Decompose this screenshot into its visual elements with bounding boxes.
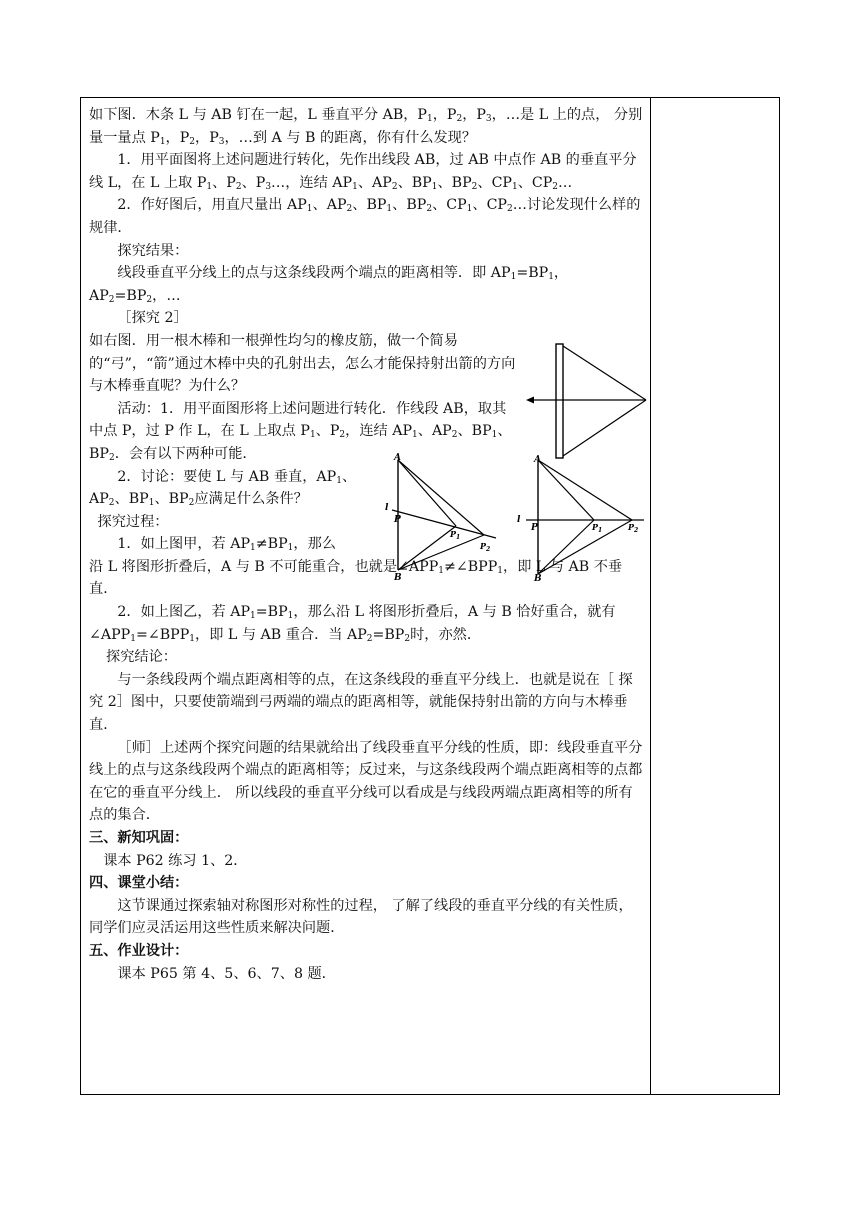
- bowstring-top: [563, 346, 646, 400]
- result-title: 探究结果：: [117, 242, 189, 259]
- process-title: 探究过程：: [97, 513, 169, 530]
- column-divider: [650, 98, 651, 1094]
- figure-jia: [384, 450, 504, 585]
- label-P2: $P_2$: [480, 541, 491, 553]
- label-A: A: [534, 455, 541, 465]
- conclusion-title: 探究结论：: [106, 649, 177, 666]
- step-2: 2．作好图后，用直尺量出 $AP_1$、$AP_2$、$BP_1$、$BP_2$、$CP_1$、$CP_2\dots$讨论发现什么样的规律．: [89, 197, 641, 236]
- result-text: 线段垂直平分线上的点与这条线段两个端点的距离相等．即 $AP_1=BP_1$，$AP_2=BP_2$，…: [89, 265, 569, 305]
- section-5-text: 课本 P65 第 4、5、6、7、8 题．: [117, 965, 336, 982]
- section-3-title: 三、新知巩固：: [89, 830, 189, 846]
- discuss-text: 2．讨论：要使 L 与 AB 垂直，$AP_1$、$AP_2$、$BP_1$、$BP_2$应满足什么条件？: [89, 468, 357, 509]
- label-B: B: [534, 574, 542, 584]
- section-4-text: 这节课通过探索轴对称图形对称性的过程， 了解了线段的垂直平分线的有关性质，同学们应灵活运用这些性质来解决问题．: [89, 897, 633, 937]
- case-2: 2．如上图乙，若 $AP_1=BP_1$，那么沿 L 将图形折叠后，A 与 B 恰好重合，就有$\angle APP_1=\angle BPP_1$，即 L 与 AB 重合．当 $AP_2=BP_2$时，亦然．: [89, 604, 616, 644]
- explore2-title: ［探究 2］: [117, 310, 188, 327]
- label-B: B: [394, 573, 402, 583]
- step-1: 1．用平面图将上述问题进行转化，先作出线段 AB，过 AB 中点作 AB 的垂直平分线 L，在 L 上取 $P_1$、$P_2$、$P_3\dots$，连结 $AP_1$、$AP_2$、$BP_1$、$BP_2$、$CP_1$、$CP_2\dots$: [89, 152, 637, 192]
- figure-yi: [512, 450, 647, 585]
- label-P: P: [531, 523, 538, 533]
- arrow-head-icon: [526, 397, 534, 404]
- bowstring-bottom: [563, 400, 646, 456]
- explore2-text: 如右图．用一根木棒和一根弹性均匀的橡皮筋，做一个简易的“弓”，“箭”通过木棒中央的孔射出去，怎么才能保持射出箭的方向与木棒垂直呢？为什么？: [89, 332, 516, 395]
- segment-AP1: [398, 460, 456, 526]
- segment-BP1: [398, 526, 456, 570]
- label-A: A: [394, 453, 401, 463]
- bow-arrow-figure: [524, 340, 654, 465]
- section-3-text: 课本 P62 练习 1、2．: [103, 852, 248, 869]
- label-P: P: [394, 515, 401, 525]
- paragraph-intro: 如下图．木条 L 与 AB 钉在一起，L 垂直平分 AB，$P_1$，$P_2$，$P_3$，…是 L 上的点， 分别量一量点 $P_1$，$P_2$，$P_3$，…到 A 与 B 的距离，你有什么发现？: [89, 107, 643, 147]
- section-4-title: 四、课堂小结：: [89, 875, 189, 892]
- segment-BP2: [398, 535, 484, 570]
- label-l: l: [385, 503, 389, 513]
- label-P2: $P_2$: [628, 522, 639, 534]
- label-P1: $P_1$: [592, 522, 603, 534]
- lesson-table: [80, 97, 780, 1095]
- label-P1: $P_1$: [450, 529, 461, 541]
- label-l: l: [517, 515, 521, 525]
- case-1: 1．如上图甲，若 $AP_1\ne BP_1$，那么 沿 L 将图形折叠后，A 与 B 不可能重合，也就是$\angle APP_1\ne\angle BPP_1$，即 L 与 AB 不垂直．: [89, 536, 623, 598]
- bow-stick: [556, 344, 563, 458]
- conclusion-text: 与一条线段两个端点距离相等的点，在这条线段的垂直平分线上．也就是说在［ 探究 2］图中，只要使箭端到弓两端的端点的距离相等，就能保持射出箭的方向与木棒垂直．: [89, 671, 633, 734]
- activity-text: 活动：1．用平面图形将上述问题进行转化．作线段 AB，取其中点 P，过 P 作 L，在 L 上取点 $P_1$、$P_2$，连结 $AP_1$、$AP_2$、$BP_1$、$BP_2$．会有以下两种可能．: [89, 400, 512, 463]
- teacher-text: ［师］上述两个探究问题的结果就给出了线段垂直平分线的性质，即：线段垂直平分线上的点与这条线段两个端点的距离相等；反过来，与这条线段两个端点距离相等的点都在它的垂直平分线上． 所以线段的垂直平分线可以看成是与线段两端点距离相等的所有点的集合．: [89, 739, 643, 824]
- line-l: [392, 510, 496, 538]
- section-5-title: 五、作业设计：: [89, 942, 189, 959]
